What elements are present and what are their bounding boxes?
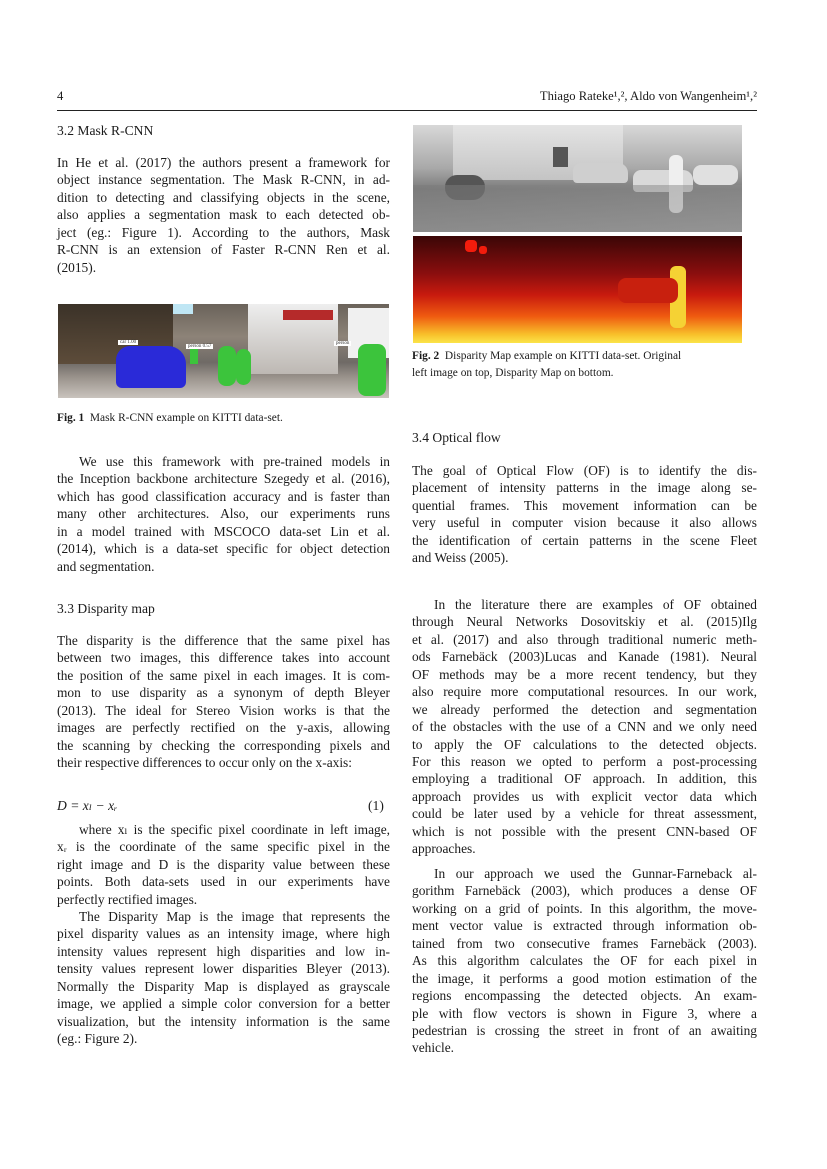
text-line: could be later used by a vehicle for threat assessment, — [412, 806, 757, 822]
paragraph-disparity-map — [57, 908, 390, 1048]
figure-2-caption — [412, 348, 757, 382]
text-line: In He et al. (2017) the authors present a framework for — [57, 155, 390, 170]
text-line: (2013). The ideal for Stereo Vision works is that the — [57, 702, 390, 718]
text-line: between two images, this difference takes into account — [57, 650, 390, 666]
text-line: We use this framework with pre-trained models in — [79, 454, 390, 469]
text-line: and Weiss (2005). — [412, 550, 509, 566]
paragraph-equation-explanation — [57, 821, 390, 908]
text-line: perfectly rectified images. — [57, 891, 198, 907]
figure-label: Fig. 2 — [412, 350, 440, 362]
text-line: visualization, but the intensity information is the same — [57, 1013, 390, 1029]
text-line: of the obstacles with the use of a CNN and we only need — [412, 719, 757, 735]
text-line: pixel disparity values as an intensity image, where high — [57, 926, 390, 942]
page-number: 4 — [57, 89, 64, 103]
text-line: points. Both data-sets used in our experiments have — [57, 874, 390, 890]
text-line: (2014), which is a data-set specific for object detection — [57, 541, 390, 557]
text-line: ple with flow vectors is shown in Figure 3, where a — [412, 1005, 757, 1021]
caption-text: Disparity Map example on KITTI data-set. Original — [444, 350, 682, 362]
text-line: ject (eg.: Figure 1). According to the authors, Mask — [57, 224, 390, 240]
text-line: many other architectures. Also, our experiments runs — [57, 506, 390, 522]
text-line: For this reason we opted to perform a post-processing — [412, 753, 757, 769]
text-line: The disparity is the difference that the same pixel has — [57, 633, 390, 648]
text-line: their respective differences to occur only on the x-axis: — [57, 755, 352, 771]
text-line: intensity values represent high disparities and low in- — [57, 943, 390, 959]
paragraph-framework-usage — [57, 453, 390, 575]
text-line: vehicle. — [412, 1040, 455, 1056]
text-line: also require more computational resources. In our work, — [412, 684, 757, 700]
figure-2-original-image — [413, 125, 742, 232]
paragraph-optical-flow-goal — [412, 462, 757, 567]
text-line: through Neural Networks Dosovitskiy et al. (2015)Ilg — [412, 614, 757, 630]
text-line: and segmentation. — [57, 558, 155, 574]
text-line: In our approach we used the Gunnar-Farneback al- — [434, 866, 757, 881]
text-line: (eg.: Figure 2). — [57, 1031, 138, 1047]
text-line: the scanning by checking the corresponding pixels and — [57, 737, 390, 753]
section-heading-optical-flow: 3.4 Optical flow — [412, 430, 501, 445]
text-line: we already performed the detection and segmentation — [412, 701, 757, 717]
text-line: gorithm Farnebäck (2003), which produces a dense OF — [412, 883, 757, 899]
text-line: which is not possible with the present CNN-based OF — [412, 823, 757, 839]
paragraph-disparity-definition — [57, 632, 390, 772]
section-heading-mask-rcnn: 3.2 Mask R-CNN — [57, 123, 154, 138]
text-line: Normally the Disparity Map is displayed as grayscale — [57, 978, 390, 994]
text-line: regions encompassing the detected objects. An exam- — [412, 988, 757, 1004]
text-line: in a model trained with MSCOCO data-set Lin et al. — [57, 523, 390, 539]
text-line: object instance segmentation. The Mask R-CNN, in ad- — [57, 172, 390, 188]
text-line: working on a grid of points. In this algorithm, the move- — [412, 900, 757, 916]
figure-label: Fig. 1 — [57, 412, 85, 424]
text-line: ods Farnebäck (2003)Lucas and Kanade (1981). Neural — [412, 649, 757, 665]
text-line: quential frames. This movement information can be — [412, 497, 757, 513]
paragraph-mask-rcnn-intro — [57, 154, 390, 276]
text-line: the Inception backbone architecture Szegedy et al. (2016), — [57, 471, 390, 487]
detection-label: car 1.00 — [120, 340, 137, 345]
detection-label: person — [336, 341, 350, 346]
text-line: pedestrian is crossing the street in front of an awaiting — [412, 1022, 757, 1038]
text-line: The goal of Optical Flow (OF) is to identify the dis- — [412, 463, 757, 478]
text-line: mon to use disparity as a synonym of depth Bleyer — [57, 685, 390, 701]
header-rule — [57, 110, 757, 111]
text-line: xᵣ is the coordinate of the same specific pixel in the — [57, 839, 390, 855]
segmented-car-mask — [116, 346, 186, 388]
text-line: approach provides us with explicit vector data which — [412, 788, 757, 804]
text-line: right image and D is the disparity value between these — [57, 856, 390, 872]
text-line: the position of the same pixel in each images. It is com- — [57, 667, 390, 683]
text-line: which has good classification accuracy and is faster than — [57, 488, 390, 504]
text-line: the identification of certain patterns in the scene Fleet — [412, 532, 757, 548]
text-line: The Disparity Map is the image that represents the — [79, 909, 390, 924]
text-line: ment vector value is extracted through information ob- — [412, 918, 757, 934]
detection-label: person 0.57 — [188, 344, 212, 349]
text-line: In the literature there are examples of OF obtained — [434, 597, 757, 612]
figure-1-caption — [57, 410, 283, 427]
text-line: dition to detecting and classifying objects in the scene, — [57, 189, 390, 205]
paragraph-optical-flow-literature — [412, 596, 757, 858]
figure-2-disparity-map — [413, 236, 742, 343]
text-line: placement of intensity patterns in the image along se- — [412, 480, 757, 496]
text-line: approaches. — [412, 841, 476, 857]
text-line: where xₗ is the specific pixel coordinate in left image, — [79, 822, 390, 837]
text-line: (2015). — [57, 259, 97, 275]
section-heading-disparity-map: 3.3 Disparity map — [57, 601, 155, 616]
text-line: tained from two consecutive frames Farnebäck (2003). — [412, 935, 757, 951]
text-line: images are perfectly rectified on the y-axis, allowing — [57, 720, 390, 736]
text-line: employing a traditional OF approach. In addition, this — [412, 771, 757, 787]
paragraph-gunnar-farneback — [412, 865, 757, 1057]
figure-1-image — [58, 304, 389, 398]
text-line: also applies a segmentation mask to each detected ob- — [57, 207, 390, 223]
text-line: R-CNN is an extension of Faster R-CNN Ren et al. — [57, 242, 390, 258]
running-header-authors: Thiago Rateke¹,², Aldo von Wangenheim¹,² — [539, 89, 757, 103]
equation-disparity: D = xₗ − xᵣ — [57, 798, 118, 813]
text-line: image, we applied a simple color conversion for a better — [57, 996, 390, 1012]
text-line: tensity values represent lower disparities Bleyer (2013). — [57, 961, 390, 977]
equation-number: (1) — [368, 798, 384, 813]
segmented-person-mask — [218, 346, 236, 386]
text-line: et al. (2017) and also through traditional numeric meth- — [412, 631, 757, 647]
text-line: As this algorithm calculates the OF for each pixel in — [412, 953, 757, 969]
text-line: very useful in computer vision because it also allows — [412, 515, 757, 531]
text-line: OF methods may be a more recent tendency, but they — [412, 666, 757, 682]
caption-text: left image on top, Disparity Map on bottom. — [412, 367, 614, 379]
text-line: to apply the OF calculations to the detected objects. — [412, 736, 757, 752]
caption-text: Mask R-CNN example on KITTI data-set. — [89, 412, 283, 424]
text-line: the image, it performs a good motion estimation of the — [412, 970, 757, 986]
